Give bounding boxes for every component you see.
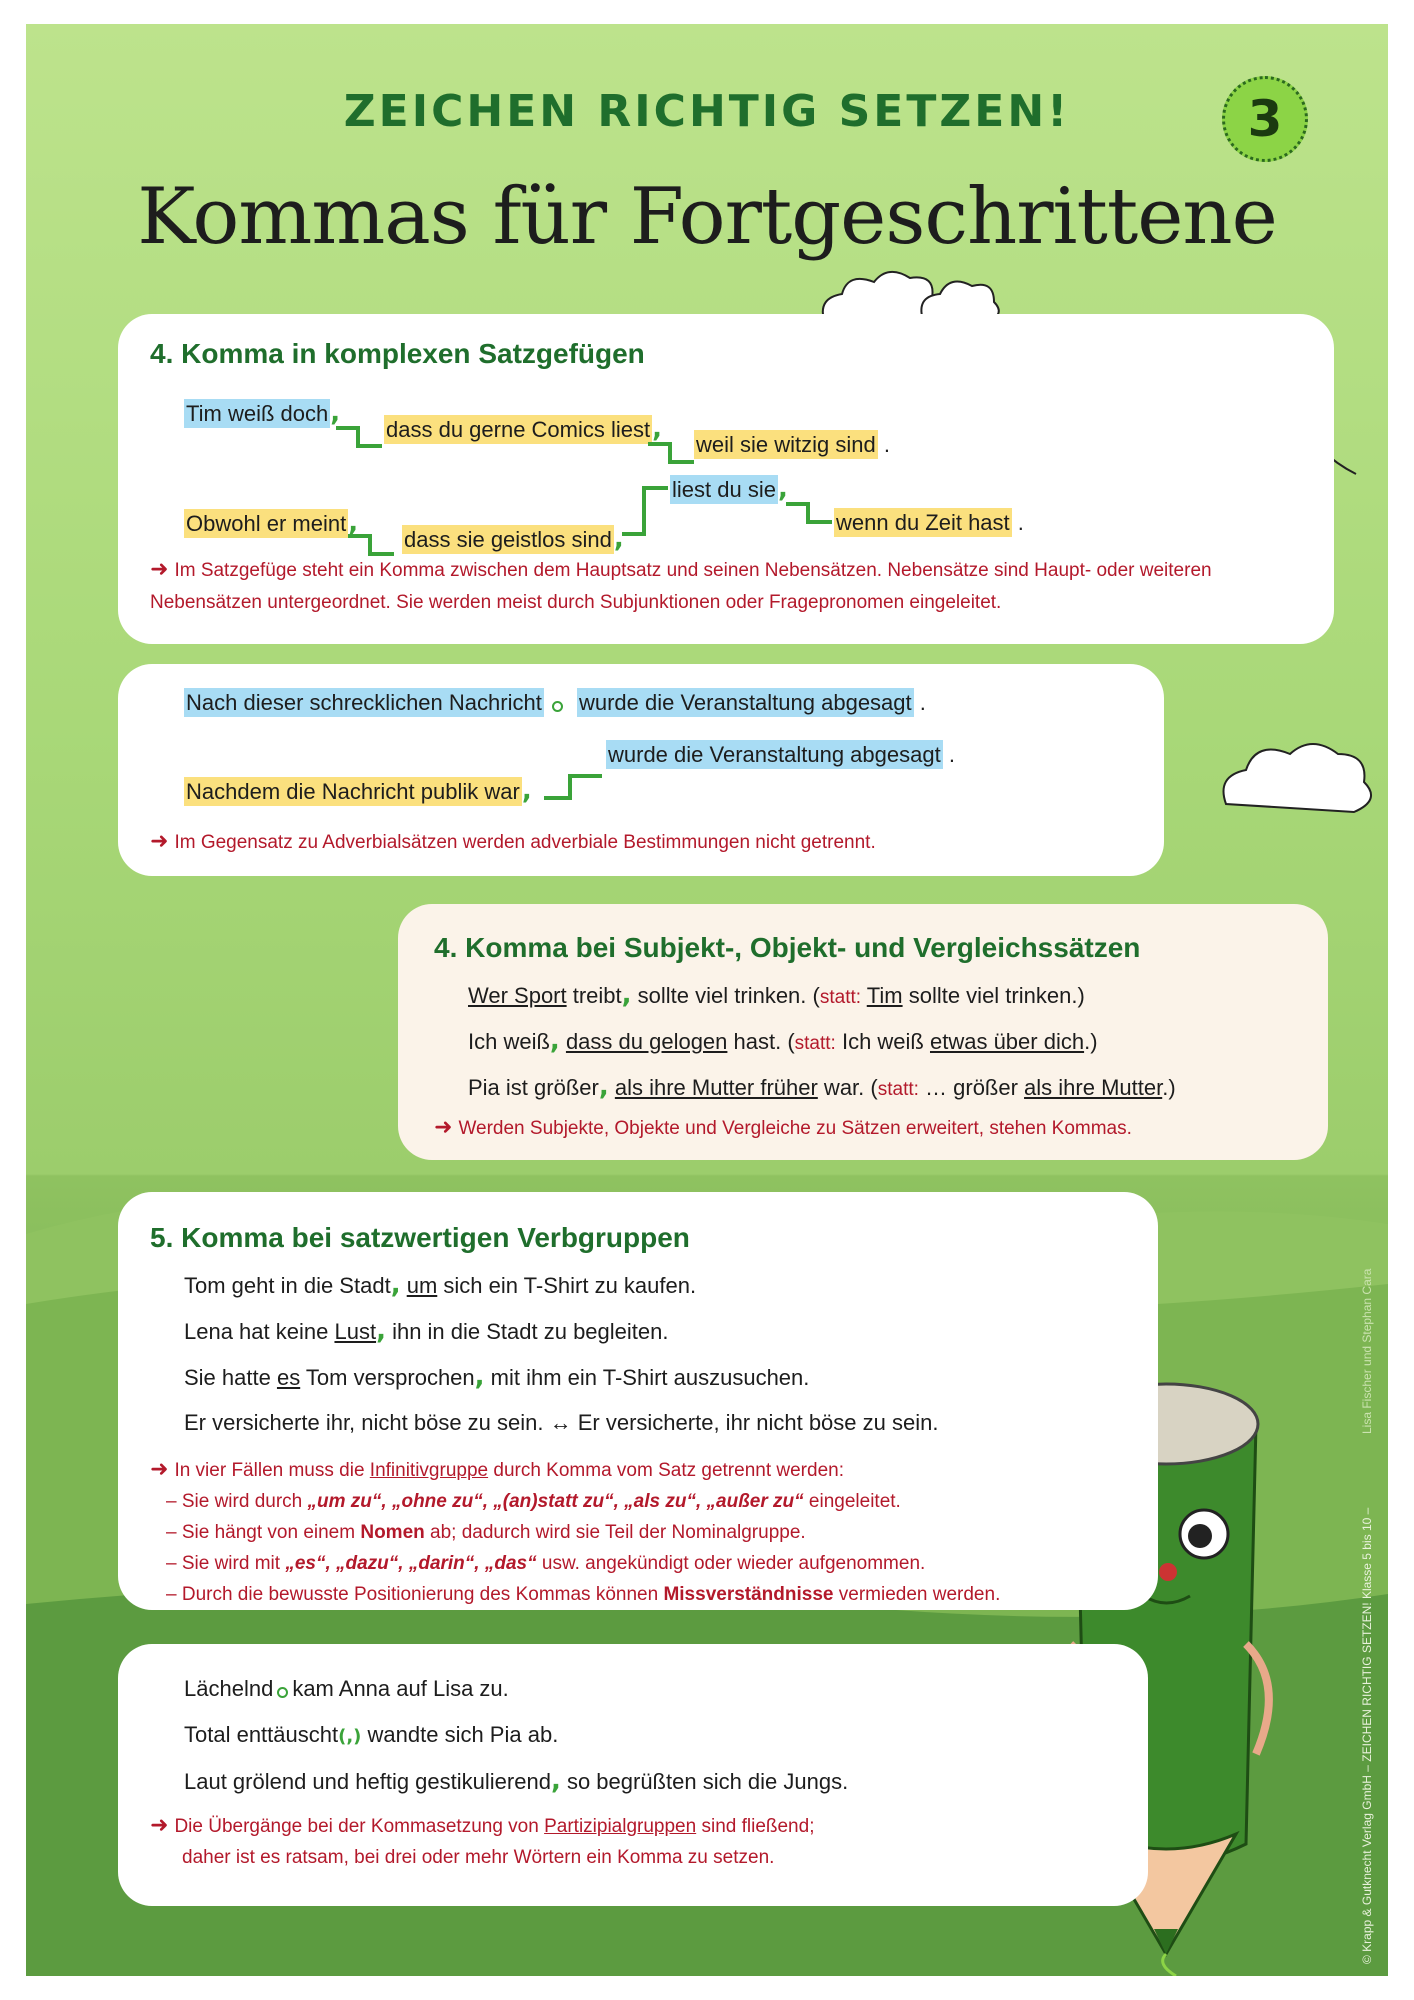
- arrow-right-icon: ➜: [150, 557, 169, 582]
- comma-mark: ,: [330, 398, 341, 428]
- arrow-right-icon: ➜: [434, 1115, 453, 1140]
- rule-note: ➜ Die Übergänge bei der Kommasetzung von Partizipialgruppen sind fließend; daher ist es ratsam, bei drei oder mehr Wörtern ein Komma zu setzen.: [150, 1813, 815, 1868]
- no-comma-mark: [277, 1687, 288, 1698]
- example-line: Wer Sport treibt, sollte viel trinken. (statt: Tim sollte viel trinken.): [468, 980, 1085, 1010]
- rule-note: ➜ Im Satzgefüge steht ein Komma zwischen dem Hauptsatz und seinen Nebensätzen. Nebensätze sind Haupt- oder weiteren Nebensätzen untergeordnet. Sie werden meist durch Subjunktionen oder Fragepronomen eingeleitet.: [150, 557, 1212, 613]
- example-line: wurde die Veranstaltung abgesagt .: [608, 742, 955, 767]
- example-line: Tom geht in die Stadt, um sich ein T-Shirt zu kaufen.: [184, 1270, 697, 1300]
- subordinate-clause: dass sie geistlos sind: [404, 527, 612, 552]
- example-line: Sie hatte es Tom versprochen, mit ihm ein T-Shirt auszusuchen.: [184, 1362, 810, 1392]
- example-line: Nach dieser schrecklichen Nachricht wurde die Veranstaltung abgesagt .: [186, 690, 926, 715]
- example-line: [384, 414, 662, 445]
- step-connector: [542, 768, 606, 804]
- poster: [26, 24, 1388, 1976]
- double-arrow-icon: ↔: [549, 1410, 572, 1435]
- step-connector: [620, 482, 670, 542]
- comma-mark: ,: [598, 1072, 609, 1102]
- arrow-right-icon: ➜: [150, 1813, 169, 1838]
- illustrator-credit: Lisa Fischer und Stephan Cara: [1360, 1268, 1374, 1434]
- poster-kicker: ZEICHEN RICHTIG SETZEN!: [343, 86, 1071, 137]
- example-line: [184, 776, 532, 807]
- example-line: Ich weiß, dass du gelogen hast. (statt: Ich weiß etwas über dich.): [468, 1026, 1098, 1056]
- subordinate-clause: Nachdem die Nachricht publik war: [186, 779, 520, 804]
- page-title: Kommas für Fortgeschrittene: [137, 172, 1277, 262]
- optional-comma-mark: (,): [338, 1726, 362, 1747]
- comma-mark: ,: [348, 508, 359, 538]
- section-adverbial: [118, 664, 1164, 876]
- section-heading: 4. Komma bei Subjekt-, Objekt- und Vergleichssätzen: [434, 932, 1141, 963]
- example-line: [184, 508, 358, 539]
- no-comma-mark: [552, 701, 563, 712]
- example-line: Lena hat keine Lust, ihn in die Stadt zu begleiten.: [184, 1316, 669, 1346]
- comma-mark: ,: [550, 1766, 561, 1796]
- subordinate-clause: weil sie witzig sind: [696, 432, 876, 457]
- comma-mark: ,: [621, 980, 632, 1010]
- comma-mark: ,: [474, 1362, 485, 1392]
- example-line: Er versicherte ihr, nicht böse zu sein. ↔ Er versicherte, ihr nicht böse zu sein.: [184, 1410, 939, 1435]
- example-line: [402, 524, 624, 555]
- example-line: Total enttäuscht(,) wandte sich Pia ab.: [184, 1722, 559, 1747]
- example-line: weil sie witzig sind .: [696, 432, 890, 457]
- adverbial-phrase: Nach dieser schrecklichen Nachricht: [186, 690, 542, 715]
- example-line: Lächelnd kam Anna auf Lisa zu.: [184, 1676, 509, 1701]
- arrow-right-icon: ➜: [150, 1457, 169, 1482]
- main-clause: wurde die Veranstaltung abgesagt: [578, 690, 912, 715]
- arrow-right-icon: ➜: [150, 829, 169, 854]
- comma-mark: ,: [549, 1026, 560, 1056]
- rule-note: ➜ Werden Subjekte, Objekte und Vergleiche zu Sätzen erweitert, stehen Kommas.: [434, 1115, 1132, 1140]
- section-heading: 5. Komma bei satzwertigen Verbgruppen: [150, 1222, 690, 1253]
- section-subject-object-clauses: [398, 904, 1328, 1160]
- rule-note: ➜ Im Gegensatz zu Adverbialsätzen werden adverbiale Bestimmungen nicht getrennt.: [150, 829, 876, 854]
- example-line: Pia ist größer, als ihre Mutter früher war. (statt: … größer als ihre Mutter.): [468, 1072, 1176, 1102]
- comma-mark: ,: [652, 414, 663, 444]
- section-participle-groups: [118, 1644, 1148, 1906]
- comma-mark: ,: [390, 1270, 401, 1300]
- example-line: [670, 474, 788, 505]
- comma-mark: ,: [777, 474, 788, 504]
- comma-mark: ,: [376, 1316, 386, 1346]
- subordinate-clause: Obwohl er meint: [186, 511, 347, 536]
- main-clause: Tim weiß doch: [186, 401, 329, 426]
- example-line: wenn du Zeit hast .: [836, 510, 1024, 535]
- comma-mark: ,: [613, 524, 624, 554]
- section-infinitive-groups: [118, 1192, 1158, 1610]
- section-complex-clauses: [118, 314, 1334, 644]
- section-heading: 4. Komma in komplexen Satzgefügen: [150, 338, 645, 369]
- main-clause: liest du sie: [672, 477, 776, 502]
- publisher-credit: © Krapp & Gutknecht Verlag GmbH – ZEICHEN RICHTIG SETZEN! Klasse 5 bis 10 –: [1360, 1507, 1374, 1964]
- step-connector: [646, 440, 696, 470]
- example-line: [184, 398, 340, 429]
- comma-mark: ,: [521, 776, 532, 806]
- example-line: Laut grölend und heftig gestikulierend, so begrüßten sich die Jungs.: [184, 1766, 849, 1796]
- main-clause: wurde die Veranstaltung abgesagt: [608, 742, 941, 767]
- subordinate-clause: dass du gerne Comics liest: [386, 417, 651, 442]
- number-badge: 3: [1222, 76, 1308, 162]
- step-connector: [334, 424, 384, 454]
- rule-note: ➜ In vier Fällen muss die Infinitivgruppe durch Komma vom Satz getrennt werden: – Sie wird durch „um zu“, „ohne zu“, „(an)statt zu“, „als zu“, „außer zu“ eingeleitet. – Sie hängt von einem Nomen ab; dadurch wird sie Teil der Nominalgruppe. – Sie wird mit „es“, „dazu“, „darin“, „das“ usw. angekündigt oder wieder aufgenommen. – Durch die bewusste Positionierung des Kommas können Missverständnisse vermieden werden.: [150, 1457, 1001, 1605]
- subordinate-clause: wenn du Zeit hast: [836, 510, 1010, 535]
- step-connector: [784, 500, 834, 530]
